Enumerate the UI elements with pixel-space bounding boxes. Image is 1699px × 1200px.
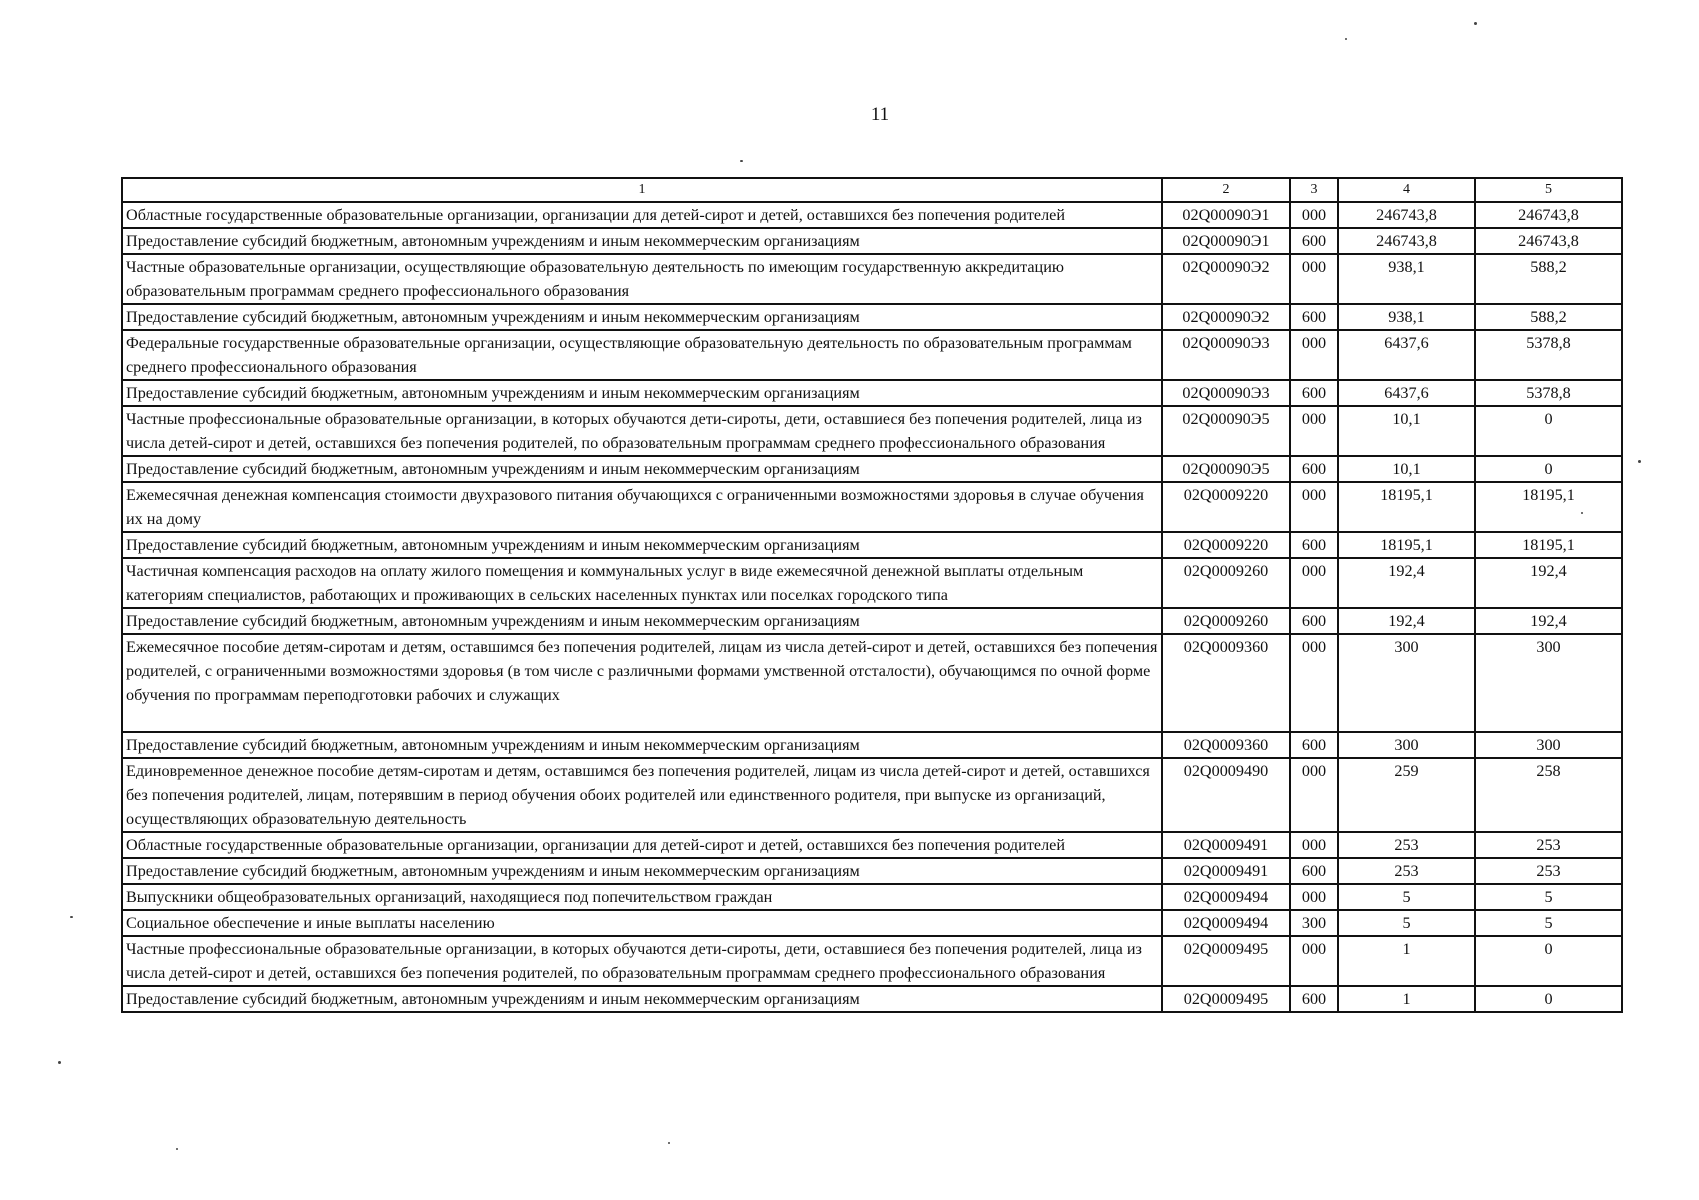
row-value-col4-cell: 300 (1338, 634, 1475, 732)
row-code-cell: 02Q00090Э5 (1162, 406, 1290, 456)
row-value-col5-cell: 5378,8 (1475, 380, 1622, 406)
row-value-col4-cell: 10,1 (1338, 456, 1475, 482)
row-expense-type-cell: 300 (1290, 910, 1338, 936)
row-value-col5-cell: 5378,8 (1475, 330, 1622, 380)
table-row (122, 482, 1622, 532)
table-row (122, 202, 1622, 228)
row-code-cell: 02Q0009494 (1162, 884, 1290, 910)
table-row (122, 936, 1622, 986)
row-code-cell: 02Q0009220 (1162, 482, 1290, 532)
table-row (122, 406, 1622, 456)
row-value-col4-cell: 5 (1338, 910, 1475, 936)
scan-speck (1474, 22, 1477, 25)
row-name-cell: Частные профессиональные образовательные организации, в которых обучаются дети-сироты, дети, оставшиеся без попечения родителей, лица из числа детей-сирот и детей, оставшихся без попечения родителей, по образовательным программам среднего профессионального образования (122, 936, 1162, 986)
row-name-cell: Предоставление субсидий бюджетным, автономным учреждениям и иным некоммерческим организациям (122, 380, 1162, 406)
row-value-col4-cell: 938,1 (1338, 304, 1475, 330)
column-number: 5 (1475, 178, 1622, 202)
row-value-col4-cell: 18195,1 (1338, 482, 1475, 532)
row-code-cell: 02Q0009220 (1162, 532, 1290, 558)
row-code-cell: 02Q00090Э2 (1162, 304, 1290, 330)
row-expense-type-cell: 000 (1290, 758, 1338, 832)
row-value-col5-cell: 192,4 (1475, 558, 1622, 608)
scan-speck (668, 1142, 670, 1144)
row-code-cell: 02Q00090Э3 (1162, 380, 1290, 406)
row-value-col4-cell: 246743,8 (1338, 202, 1475, 228)
row-value-col5-cell: 588,2 (1475, 304, 1622, 330)
row-expense-type-cell: 600 (1290, 456, 1338, 482)
row-value-col5-cell: 192,4 (1475, 608, 1622, 634)
scan-speck (70, 916, 73, 918)
row-value-col5-cell: 300 (1475, 634, 1622, 732)
row-expense-type-cell: 600 (1290, 380, 1338, 406)
row-value-col5-cell: 588,2 (1475, 254, 1622, 304)
row-name-cell: Единовременное денежное пособие детям-сиротам и детям, оставшимся без попечения родителей, лицам из числа детей-сирот и детей, оставшихся без попечения родителей, лицам, потерявшим в период обучения обоих родителей или единственного родителя, при выпуске из организаций, осуществляющих образовательную деятельность (122, 758, 1162, 832)
row-value-col4-cell: 6437,6 (1338, 330, 1475, 380)
column-number-row (122, 178, 1622, 202)
row-value-col5-cell: 300 (1475, 732, 1622, 758)
table-row (122, 456, 1622, 482)
table-row (122, 304, 1622, 330)
column-number: 1 (122, 178, 1162, 202)
row-value-col5-cell: 0 (1475, 986, 1622, 1012)
table-row (122, 608, 1622, 634)
row-expense-type-cell: 600 (1290, 986, 1338, 1012)
row-name-cell: Выпускники общеобразовательных организаций, находящиеся под попечительством граждан (122, 884, 1162, 910)
row-value-col4-cell: 192,4 (1338, 558, 1475, 608)
row-expense-type-cell: 000 (1290, 634, 1338, 732)
row-code-cell: 02Q00090Э1 (1162, 202, 1290, 228)
row-expense-type-cell: 600 (1290, 532, 1338, 558)
table-row (122, 532, 1622, 558)
row-expense-type-cell: 000 (1290, 936, 1338, 986)
scan-speck (740, 160, 743, 162)
column-number: 2 (1162, 178, 1290, 202)
row-value-col4-cell: 6437,6 (1338, 380, 1475, 406)
row-value-col5-cell: 258 (1475, 758, 1622, 832)
table-row (122, 228, 1622, 254)
row-value-col4-cell: 1 (1338, 986, 1475, 1012)
table-row (122, 858, 1622, 884)
row-value-col5-cell: 246743,8 (1475, 202, 1622, 228)
row-value-col4-cell: 18195,1 (1338, 532, 1475, 558)
row-code-cell: 02Q00090Э3 (1162, 330, 1290, 380)
row-value-col4-cell: 10,1 (1338, 406, 1475, 456)
table-row (122, 884, 1622, 910)
table-row (122, 380, 1622, 406)
scan-speck (1345, 38, 1347, 40)
row-expense-type-cell: 000 (1290, 482, 1338, 532)
scan-speck (1638, 460, 1641, 463)
row-value-col5-cell: 0 (1475, 456, 1622, 482)
table-row (122, 910, 1622, 936)
row-value-col4-cell: 1 (1338, 936, 1475, 986)
row-value-col4-cell: 938,1 (1338, 254, 1475, 304)
row-name-cell: Федеральные государственные образовательные организации, осуществляющие образовательную деятельность по образовательным программам среднего профессионального образования (122, 330, 1162, 380)
scan-speck (176, 1148, 178, 1150)
row-expense-type-cell: 000 (1290, 330, 1338, 380)
row-value-col5-cell: 18195,1 (1475, 482, 1622, 532)
row-value-col5-cell: 253 (1475, 832, 1622, 858)
row-value-col4-cell: 300 (1338, 732, 1475, 758)
row-expense-type-cell: 000 (1290, 202, 1338, 228)
row-value-col4-cell: 253 (1338, 858, 1475, 884)
row-code-cell: 02Q0009360 (1162, 732, 1290, 758)
row-expense-type-cell: 600 (1290, 228, 1338, 254)
scan-speck (58, 1061, 61, 1064)
row-name-cell: Областные государственные образовательные организации, организации для детей-сирот и детей, оставшихся без попечения родителей (122, 832, 1162, 858)
row-code-cell: 02Q0009495 (1162, 986, 1290, 1012)
table-row (122, 732, 1622, 758)
row-expense-type-cell: 600 (1290, 858, 1338, 884)
row-code-cell: 02Q0009491 (1162, 858, 1290, 884)
row-value-col5-cell: 0 (1475, 406, 1622, 456)
row-expense-type-cell: 000 (1290, 558, 1338, 608)
row-value-col5-cell: 5 (1475, 910, 1622, 936)
row-name-cell: Предоставление субсидий бюджетным, автономным учреждениям и иным некоммерческим организациям (122, 986, 1162, 1012)
row-name-cell: Предоставление субсидий бюджетным, автономным учреждениям и иным некоммерческим организациям (122, 608, 1162, 634)
row-expense-type-cell: 600 (1290, 608, 1338, 634)
row-value-col4-cell: 192,4 (1338, 608, 1475, 634)
column-number: 3 (1290, 178, 1338, 202)
row-name-cell: Частные профессиональные образовательные организации, в которых обучаются дети-сироты, дети, оставшиеся без попечения родителей, лица из числа детей-сирот и детей, оставшихся без попечения родителей, по образовательным программам среднего профессионального образования (122, 406, 1162, 456)
row-value-col4-cell: 253 (1338, 832, 1475, 858)
table-row (122, 558, 1622, 608)
row-value-col5-cell: 0 (1475, 936, 1622, 986)
row-value-col4-cell: 246743,8 (1338, 228, 1475, 254)
row-code-cell: 02Q0009491 (1162, 832, 1290, 858)
row-name-cell: Предоставление субсидий бюджетным, автономным учреждениям и иным некоммерческим организациям (122, 456, 1162, 482)
row-name-cell: Предоставление субсидий бюджетным, автономным учреждениям и иным некоммерческим организациям (122, 858, 1162, 884)
row-name-cell: Предоставление субсидий бюджетным, автономным учреждениям и иным некоммерческим организациям (122, 532, 1162, 558)
row-value-col5-cell: 246743,8 (1475, 228, 1622, 254)
row-value-col5-cell: 253 (1475, 858, 1622, 884)
table-row (122, 330, 1622, 380)
row-name-cell: Областные государственные образовательные организации, организации для детей-сирот и детей, оставшихся без попечения родителей (122, 202, 1162, 228)
row-code-cell: 02Q0009260 (1162, 608, 1290, 634)
table-row (122, 986, 1622, 1012)
table-row (122, 254, 1622, 304)
row-code-cell: 02Q00090Э2 (1162, 254, 1290, 304)
row-code-cell: 02Q0009490 (1162, 758, 1290, 832)
row-code-cell: 02Q00090Э5 (1162, 456, 1290, 482)
row-value-col5-cell: 5 (1475, 884, 1622, 910)
row-name-cell: Ежемесячное пособие детям-сиротам и детям, оставшимся без попечения родителей, лицам из числа детей-сирот и детей, оставшихся без попечения родителей, с ограниченными возможностями здоровья (в том числе с различными формами умственной отсталости), обучающимся по очной форме обучения по программам переподготовки рабочих и служащих (122, 634, 1162, 732)
row-expense-type-cell: 600 (1290, 304, 1338, 330)
row-code-cell: 02Q0009494 (1162, 910, 1290, 936)
row-expense-type-cell: 600 (1290, 732, 1338, 758)
row-expense-type-cell: 000 (1290, 254, 1338, 304)
row-name-cell: Частные образовательные организации, осуществляющие образовательную деятельность по имеющим государственную аккредитацию образовательным программам среднего профессионального образования (122, 254, 1162, 304)
row-code-cell: 02Q0009260 (1162, 558, 1290, 608)
table-row (122, 832, 1622, 858)
row-name-cell: Предоставление субсидий бюджетным, автономным учреждениям и иным некоммерческим организациям (122, 732, 1162, 758)
row-name-cell: Предоставление субсидий бюджетным, автономным учреждениям и иным некоммерческим организациям (122, 228, 1162, 254)
row-expense-type-cell: 000 (1290, 832, 1338, 858)
row-name-cell: Предоставление субсидий бюджетным, автономным учреждениям и иным некоммерческим организациям (122, 304, 1162, 330)
table-row (122, 758, 1622, 832)
budget-table (121, 177, 1623, 1013)
row-code-cell: 02Q00090Э1 (1162, 228, 1290, 254)
row-code-cell: 02Q0009360 (1162, 634, 1290, 732)
row-code-cell: 02Q0009495 (1162, 936, 1290, 986)
row-value-col5-cell: 18195,1 (1475, 532, 1622, 558)
row-name-cell: Социальное обеспечение и иные выплаты населению (122, 910, 1162, 936)
column-number: 4 (1338, 178, 1475, 202)
row-value-col4-cell: 5 (1338, 884, 1475, 910)
row-name-cell: Ежемесячная денежная компенсация стоимости двухразового питания обучающихся с ограниченными возможностями здоровья в случае обучения их на дому (122, 482, 1162, 532)
row-expense-type-cell: 000 (1290, 884, 1338, 910)
row-value-col4-cell: 259 (1338, 758, 1475, 832)
table-row (122, 634, 1622, 732)
row-expense-type-cell: 000 (1290, 406, 1338, 456)
page-number: 11 (870, 104, 890, 125)
row-name-cell: Частичная компенсация расходов на оплату жилого помещения и коммунальных услуг в виде ежемесячной денежной выплаты отдельным категориям специалистов, работающих и проживающих в сельских населенных пунктах или поселках городского типа (122, 558, 1162, 608)
